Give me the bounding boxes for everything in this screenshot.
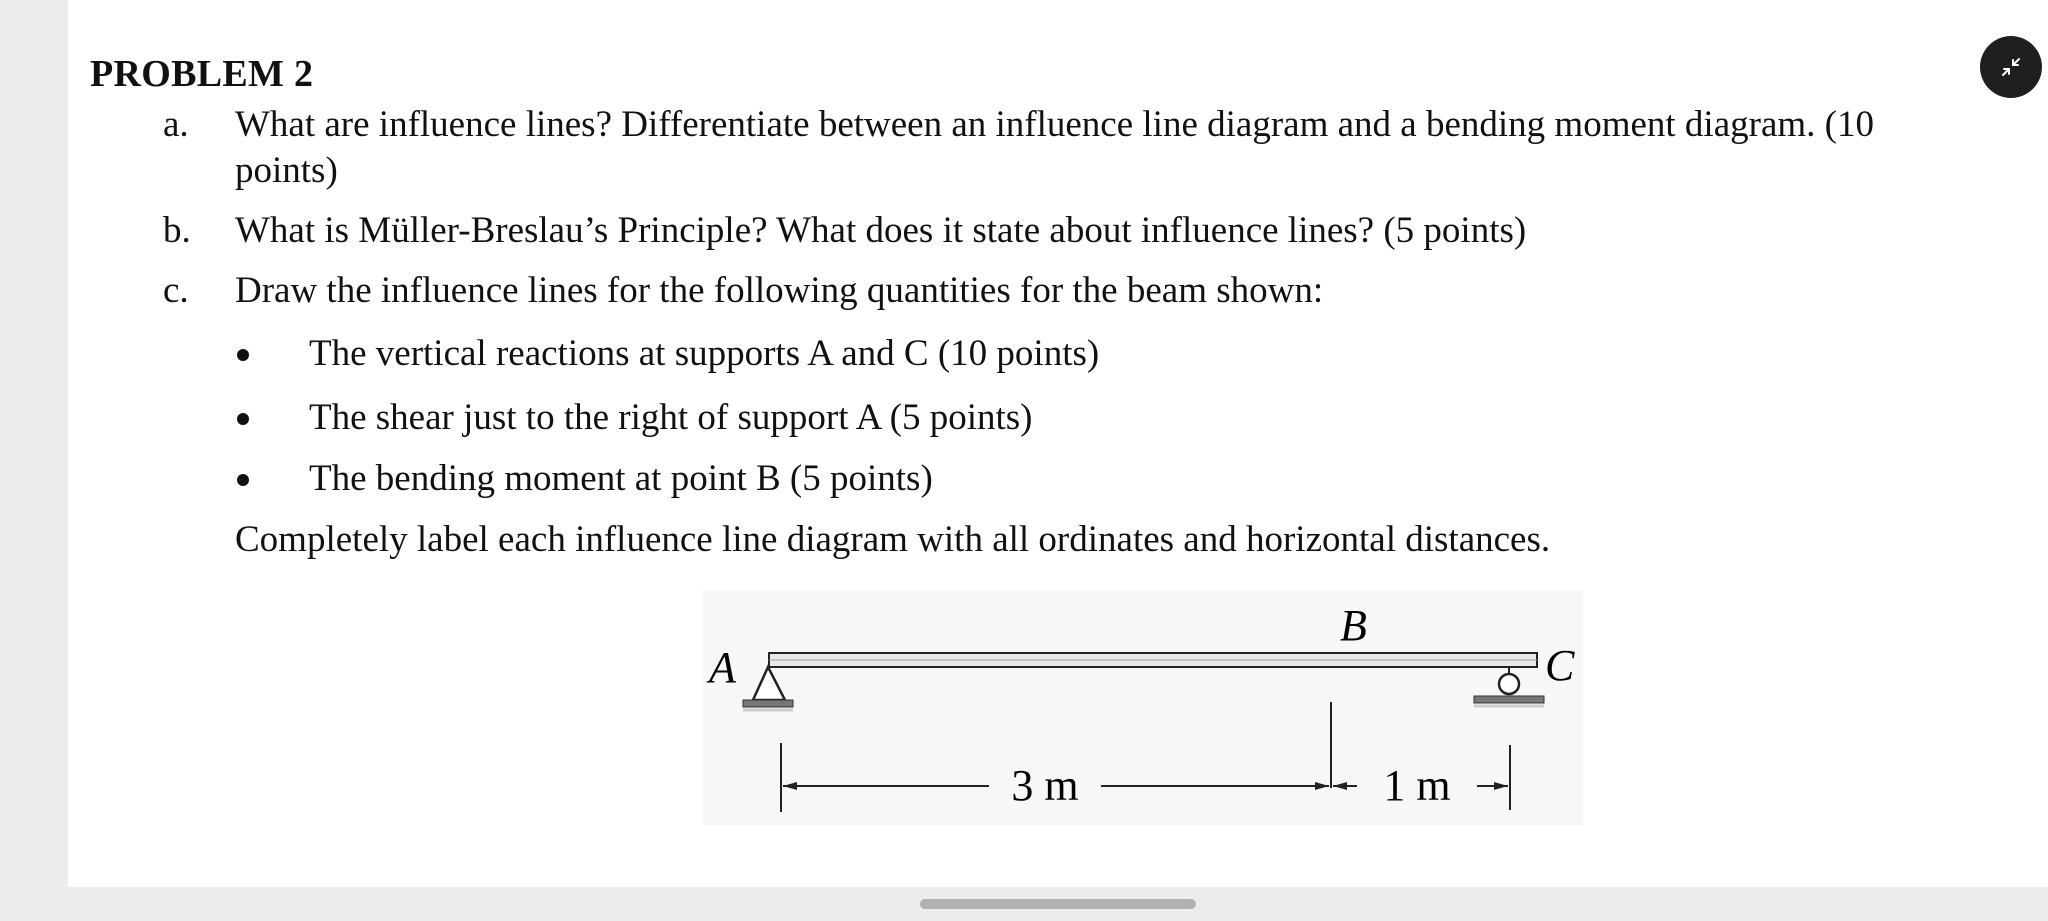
dimension-left-label: 3 m xyxy=(1011,761,1079,810)
bullet-dot xyxy=(237,474,249,486)
collapse-arrows-icon xyxy=(1999,55,2023,79)
home-indicator[interactable] xyxy=(920,899,1196,909)
label-c: C xyxy=(1545,641,1575,690)
item-c-marker: c. xyxy=(163,270,189,311)
bullet-shear: The shear just to the right of support A (5 points) xyxy=(309,397,1033,438)
item-a-text-line2: points) xyxy=(235,150,338,191)
bullet-dot xyxy=(237,349,249,361)
item-b-text: What is Müller-Breslau’s Principle? What does it state about influence lines? (5 points) xyxy=(235,210,1527,251)
document-page xyxy=(68,0,2048,887)
beam xyxy=(769,653,1537,667)
label-b: B xyxy=(1340,601,1367,650)
dimension-right-label: 1 m xyxy=(1383,761,1451,810)
bullet-dot xyxy=(237,413,249,425)
figure-backdrop xyxy=(703,590,1583,825)
item-c-text: Draw the influence lines for the following quantities for the beam shown: xyxy=(235,270,1324,311)
bullet-moment: The bending moment at point B (5 points) xyxy=(309,458,933,499)
problem-title: PROBLEM 2 xyxy=(90,53,314,95)
item-b-marker: b. xyxy=(163,210,191,251)
item-a-text-line1: What are influence lines? Differentiate between an influence line diagram and a bending moment diagram. (10 xyxy=(235,104,1874,145)
collapse-button[interactable] xyxy=(1980,36,2042,98)
closing-instruction: Completely label each influence line diagram with all ordinates and horizontal distances. xyxy=(235,519,1551,560)
bullet-reactions: The vertical reactions at supports A and C (10 points) xyxy=(309,333,1100,374)
label-a: A xyxy=(709,643,736,692)
beam-diagram xyxy=(703,590,1583,830)
item-a-marker: a. xyxy=(163,104,189,145)
